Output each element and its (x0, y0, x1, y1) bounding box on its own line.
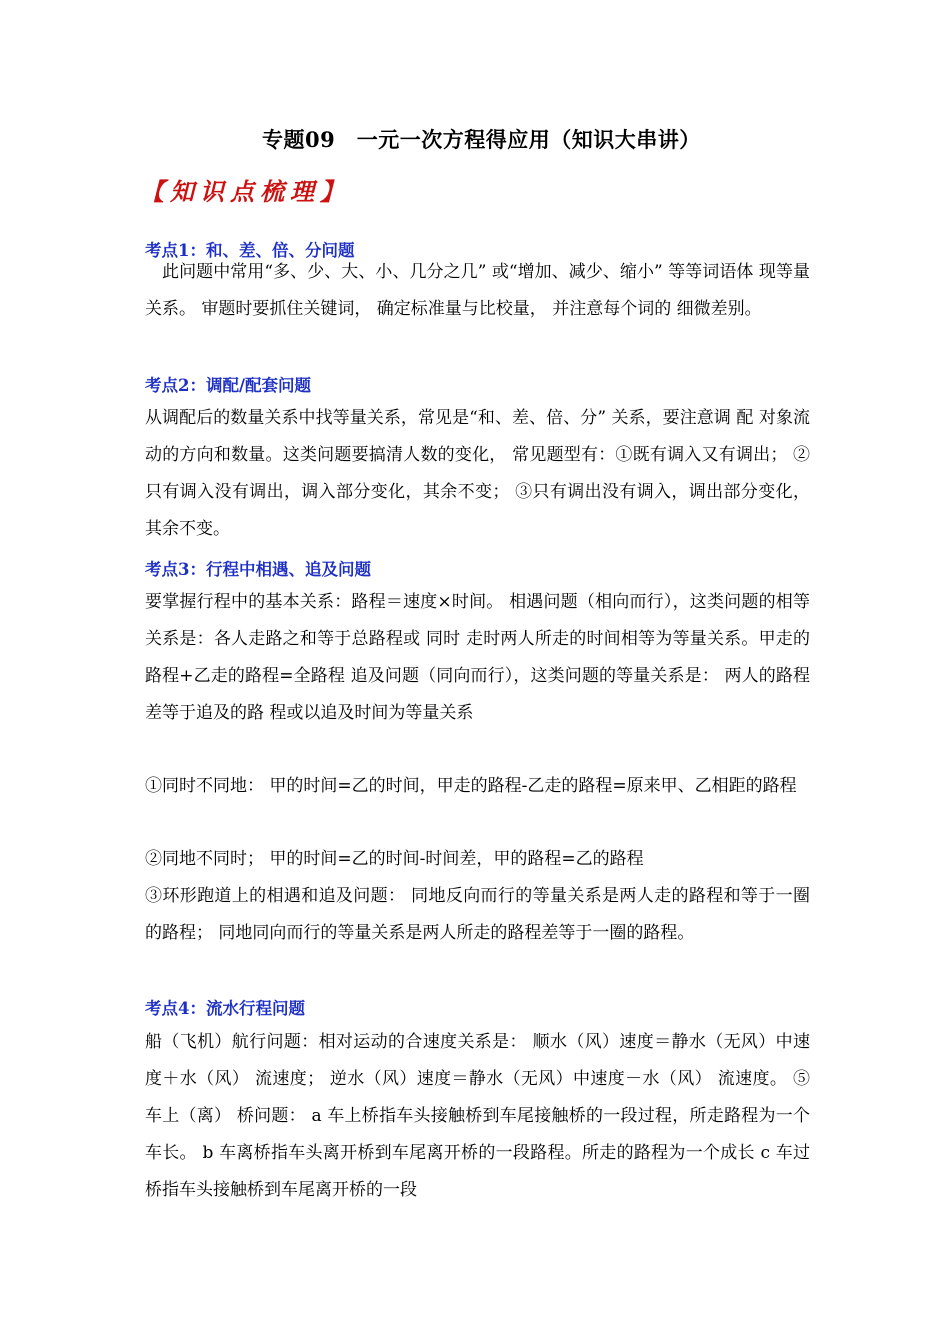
heading-topic-4: 考点4：流水行程问题 (145, 999, 305, 1018)
heading-topic-3: 考点3：行程中相遇、追及问题 (145, 560, 371, 579)
heading-topic-2: 考点2：调配/配套问题 (145, 376, 312, 395)
page-title: 专题09 一元一次方程得应用（知识大串讲） (262, 127, 701, 152)
heading-topic-1: 考点1：和、差、倍、分问题 (145, 241, 355, 260)
list-item-case-1: ①同时不同地： 甲的时间=乙的时间，甲走的路程-乙走的路程=原来甲、乙相距的路程 (145, 776, 797, 796)
paragraph-topic-2: 从调配后的数量关系中找等量关系，常见是“和、差、倍、分” 关系，要注意调 配 对象流动的方向和数量。这类问题要搞清人数的变化， 常见题型有：①既有调入又有调出； ②只有调入没有调出，调入部分变化，其余不变； ③只有调出没有调入，调出部分变化，其余不变。 (145, 408, 810, 539)
list-item-case-3: ③环形跑道上的相遇和追及问题： 同地反向而行的等量关系是两人走的路程和等于一圈的路程； 同地同向而行的等量关系是两人所走的路程差等于一圈的路程。 (145, 886, 810, 943)
section-banner: 【知识点梳理】 (140, 177, 350, 206)
list-item-case-2: ②同地不同时； 甲的时间=乙的时间-时间差，甲的路程=乙的路程 (145, 849, 644, 869)
paragraph-topic-1: 此问题中常用“多、少、大、小、几分之几” 或“增加、减少、缩小” 等等词语体 现等量关系。 审题时要抓住关键词， 确定标准量与比校量， 并注意每个词的 细微差别。 (145, 262, 810, 319)
paragraph-topic-4: 船（飞机）航行问题：相对运动的合速度关系是： 顺水（风）速度＝静水（无风）中速度＋水（风） 流速度； 逆水（风）速度＝静水（无风）中速度－水（风） 流速度。 ⑤车上（离） 桥问题： a 车上桥指车头接触桥到车尾接触桥的一段过程，所走路程为一个车长。 b 车离桥指车头离开桥到车尾离开桥的一段路程。所走的路程为一个成长 c 车过桥指车头接触桥到车尾离开桥的一段 (145, 1032, 810, 1200)
paragraph-topic-3: 要掌握行程中的基本关系：路程＝速度×时间。 相遇问题（相向而行），这类问题的相等关系是：各人走路之和等于总路程或 同时 走时两人所走的时间相等为等量关系。甲走的路程+乙走的路程=全路程 追及问题（同向而行），这类问题的等量关系是： 两人的路程差等于追及的路 程或以追及时间为等量关系 (145, 592, 810, 723)
